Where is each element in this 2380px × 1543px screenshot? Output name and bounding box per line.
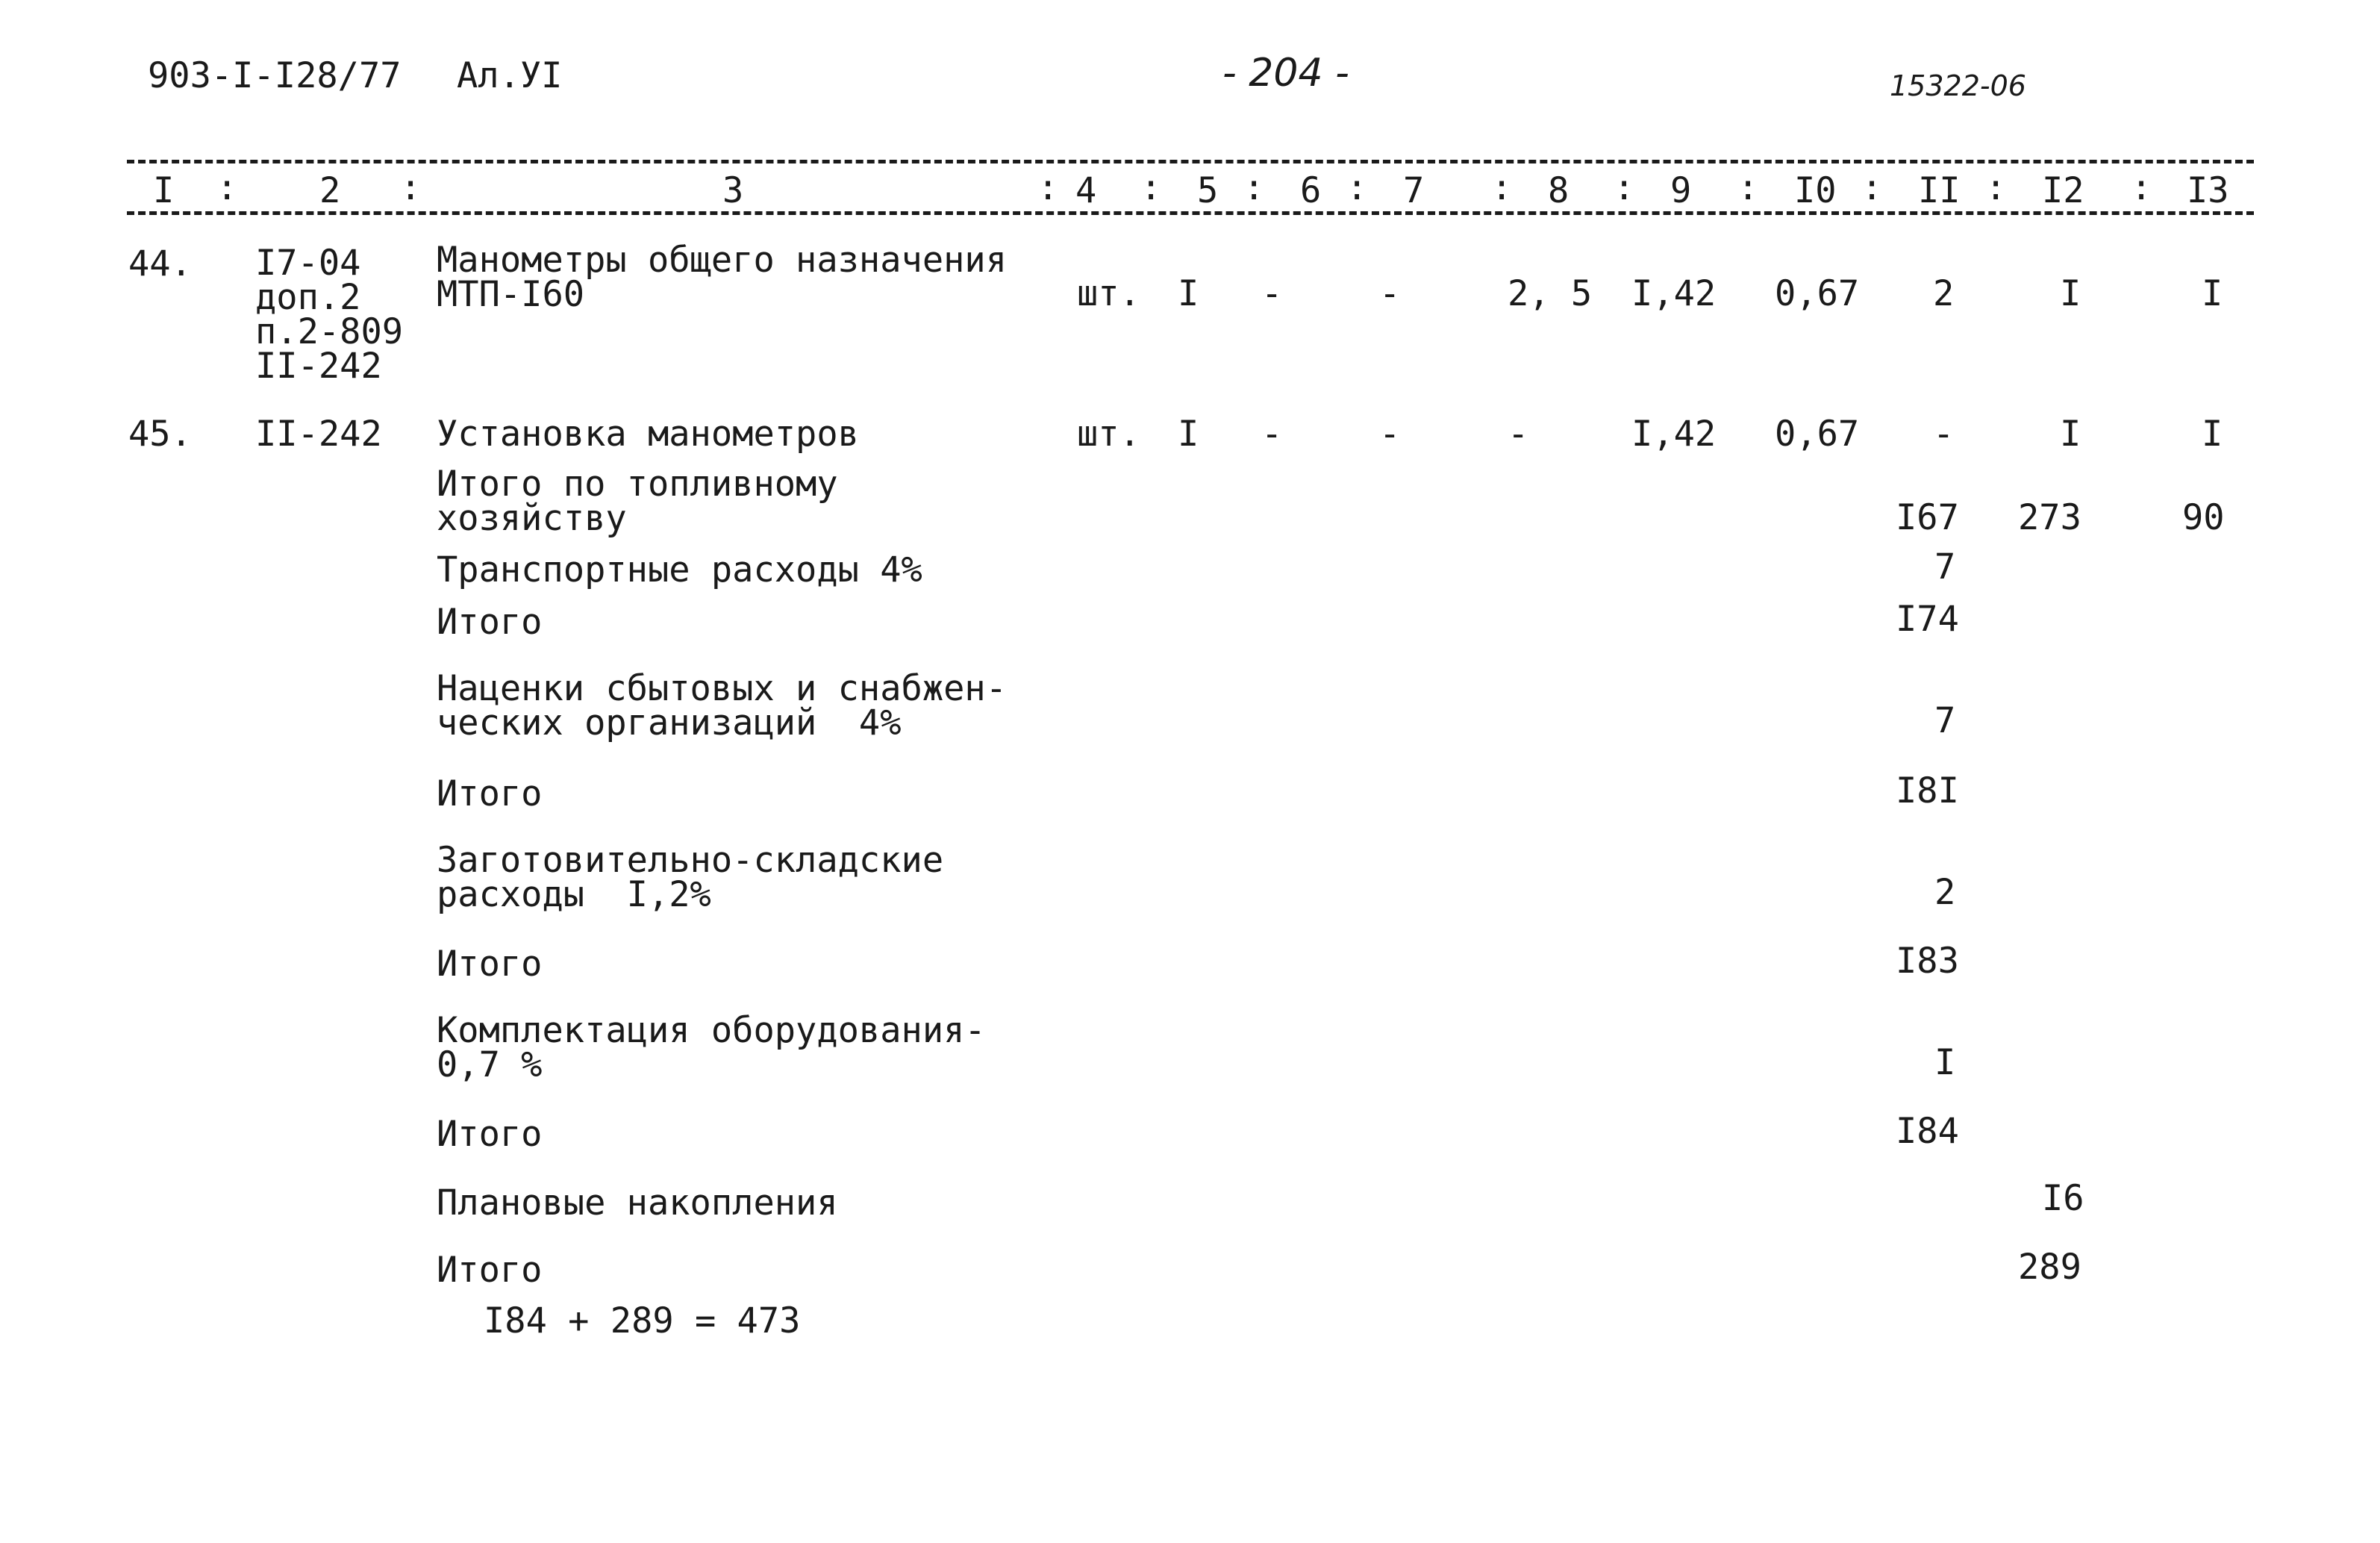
column-header-8: 8 [1548,170,1570,211]
row-45-number: 45. [128,414,192,455]
summary-total-fuel-col12: 273 [2018,497,2081,538]
album-number: Ал.УI [457,55,563,96]
row-44-number: 44. [128,243,192,284]
summary-subtotal-label: Итого [437,944,543,985]
column-separator: : [1491,167,1513,208]
column-header-5: 5 [1197,170,1219,211]
row-44-col12: I [2060,273,2081,314]
summary-transport-col11: 7 [1934,546,1956,587]
summary-total-fuel-col13: 90 [2182,497,2225,538]
summary-planned-savings-col12: I6 [2042,1178,2084,1219]
row-44-name: Манометры общего назначения МТП-I60 [437,240,1008,316]
summary-total-label: Итого [437,1250,543,1291]
column-header-12: I2 [2042,170,2084,211]
row-45-name: Установка манометров [437,414,859,455]
summary-procurement-label: Заготовительно-складские расходы I,2% [437,840,944,916]
summary-subtotal-col11: I74 [1896,599,1959,640]
summary-subtotal-label: Итого [437,773,543,814]
row-44-col13: I [2202,273,2223,314]
column-separator: : [400,167,422,208]
summary-total-fuel-label: Итого по топливному хозяйству [437,464,838,540]
row-45-col13: I [2202,414,2223,455]
column-separator: : [1985,167,2007,208]
row-44-unit: шт. [1077,273,1140,314]
column-separator: : [1243,167,1265,208]
row-45-col6: - [1261,414,1283,455]
inventory-number: 15322-06 [1890,69,2026,102]
column-separator: : [1346,167,1368,208]
summary-markup-label: Наценки сбытовых и снабжен- ческих организаций 4% [437,668,1008,744]
row-44-col7: - [1379,273,1401,314]
column-separator: : [216,167,238,208]
row-44-col6: - [1261,273,1283,314]
column-header-6: 6 [1300,170,1322,211]
row-44-col10: 0,67 [1775,273,1860,314]
column-header-3: 3 [722,170,744,211]
summary-subtotal-label: Итого [437,602,543,643]
page-number: - 204 - [1222,51,1349,96]
row-45-col10: 0,67 [1775,414,1860,455]
row-45-col5: I [1178,414,1199,455]
summary-transport-label: Транспортные расходы 4% [437,549,922,590]
summary-total-fuel-col11: I67 [1896,497,1959,538]
column-header-11: II [1918,170,1961,211]
column-header-2: 2 [319,170,341,211]
total-formula: I84 + 289 = 473 [484,1300,801,1341]
header-bottom-rule [127,211,2254,215]
row-45-code: II-242 [255,414,382,455]
summary-planned-savings-label: Плановые накопления [437,1182,838,1224]
summary-subtotal-col11: I83 [1896,941,1959,982]
column-separator: : [1037,167,1059,208]
column-separator: : [1140,167,1162,208]
document-code: 903-I-I28/77 [148,55,402,96]
column-separator: : [1737,167,1759,208]
column-header-1: I [153,170,175,211]
row-45-col7: - [1379,414,1401,455]
column-separator: : [2131,167,2152,208]
column-separator: : [1614,167,1635,208]
column-header-10: I0 [1794,170,1837,211]
row-45-col8: - [1508,414,1529,455]
summary-subtotal-label: Итого [437,1114,543,1155]
column-header-9: 9 [1670,170,1692,211]
row-44-col9: I,42 [1631,273,1717,314]
summary-equipment-label: Комплектация оборудования- 0,7 % [437,1010,986,1086]
row-45-col11: - [1933,414,1955,455]
row-45-col9: I,42 [1631,414,1717,455]
row-44-code: I7-04 доп.2 п.2-809 II-242 [255,243,404,387]
summary-total-col12: 289 [2018,1247,2081,1288]
row-44-col8: 2, 5 [1508,273,1593,314]
summary-markup-col11: 7 [1934,700,1956,741]
summary-subtotal-col11: I8I [1896,770,1959,811]
column-header-13: I3 [2187,170,2229,211]
header-top-rule [127,160,2254,163]
summary-procurement-col11: 2 [1934,872,1956,913]
summary-equipment-col11: I [1934,1042,1956,1083]
summary-subtotal-col11: I84 [1896,1111,1959,1152]
row-44-col11: 2 [1933,273,1955,314]
row-45-unit: шт. [1077,414,1140,455]
row-45-col12: I [2060,414,2081,455]
column-separator: : [1861,167,1883,208]
column-header-7: 7 [1403,170,1425,211]
row-44-col5: I [1178,273,1199,314]
column-header-4: 4 [1075,170,1097,211]
